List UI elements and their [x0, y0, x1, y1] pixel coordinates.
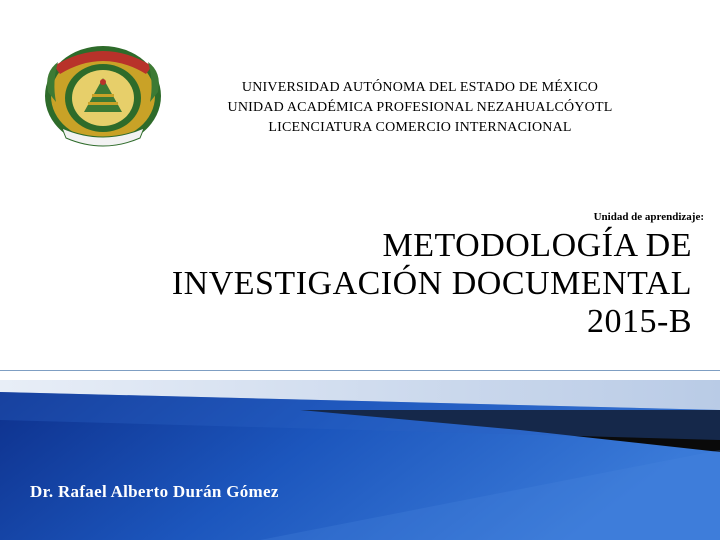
university-name: UNIVERSIDAD AUTÓNOMA DEL ESTADO DE MÉXICO: [241, 80, 599, 95]
course-period: 2015-B: [587, 303, 692, 340]
author-name: Dr. Rafael Alberto Durán Gómez: [30, 482, 279, 501]
university-seal-icon: [40, 42, 166, 154]
footer-band: [0, 380, 720, 540]
institution-header: [170, 78, 670, 138]
course-title-line-1: METODOLOGÍA DE: [382, 227, 692, 264]
divider-line: [0, 370, 720, 371]
course-unit-label: Unidad de aprendizaje:: [593, 211, 704, 223]
program-name: LICENCIATURA COMERCIO INTERNACIONAL: [268, 120, 572, 135]
course-title-line-2: INVESTIGACIÓN DOCUMENTAL: [171, 265, 692, 302]
course-title: [52, 227, 692, 341]
academic-unit-name: UNIDAD ACADÉMICA PROFESIONAL NEZAHUALCÓYOTL: [227, 100, 613, 115]
